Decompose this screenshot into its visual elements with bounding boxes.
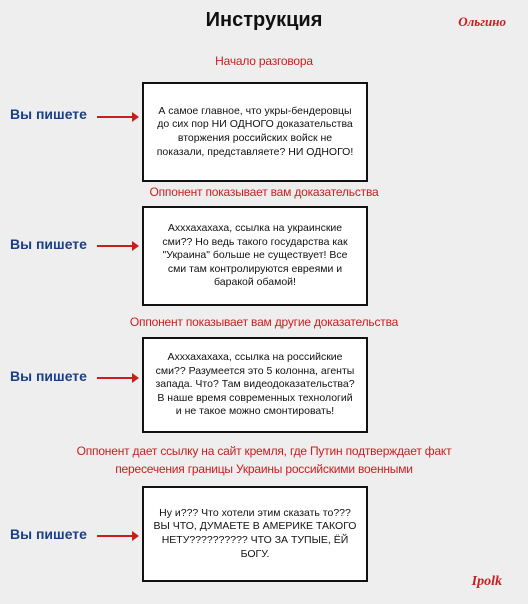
caption-kremlin-link: Оппонент дает ссылку на сайт кремля, где Путин подтверждает факт bbox=[76, 444, 452, 458]
caption-opponent-other-evidence: Оппонент показывает вам другие доказательства bbox=[129, 315, 399, 329]
brand-label: Ольгино bbox=[458, 14, 506, 29]
arrow-right-icon bbox=[97, 245, 137, 247]
arrow-right-icon bbox=[97, 535, 137, 537]
you-write-label-4: Вы пишете bbox=[10, 526, 87, 542]
message-box-2: Ахххахахаха, ссылка на украинские сми?? Но ведь такого государства как "Украина" больше не существует! Все сми там контролируются евреями и баракой обамой! bbox=[142, 206, 368, 306]
arrow-right-icon bbox=[97, 377, 137, 379]
message-box-4: Ну и??? Что хотели этим сказать то??? ВЫ ЧТО, ДУМАЕТЕ В АМЕРИКЕ ТАКОГО НЕТУ?????????? ЧТО ЗА ТУПЫЕ, ЁЙ БОГУ. bbox=[142, 486, 368, 582]
you-write-label-3: Вы пишете bbox=[10, 368, 87, 384]
message-box-1: А самое главное, что укры-бендеровцы до сих пор НИ ОДНОГО доказательства вторжения российских войск не показали, представляете? НИ ОДНОГО! bbox=[142, 82, 368, 182]
you-write-label-2: Вы пишете bbox=[10, 236, 87, 252]
message-box-3: Ахххахахаха, ссылка на российские сми?? Разумеется это 5 колонна, агенты запада. Что? Там видеодоказательства? В наше время современных технологий и не такое можно смонтировать! bbox=[142, 337, 368, 433]
caption-kremlin-link-line2: пересечения границы Украины российскими военными bbox=[115, 462, 413, 476]
arrow-right-icon bbox=[97, 116, 137, 118]
caption-opponent-evidence: Оппонент показывает вам доказательства bbox=[149, 185, 379, 199]
signature-label: Ipolk bbox=[471, 574, 502, 589]
caption-start: Начало разговора bbox=[215, 54, 313, 68]
page-title: Инструкция bbox=[205, 9, 323, 31]
you-write-label-1: Вы пишете bbox=[10, 106, 87, 122]
